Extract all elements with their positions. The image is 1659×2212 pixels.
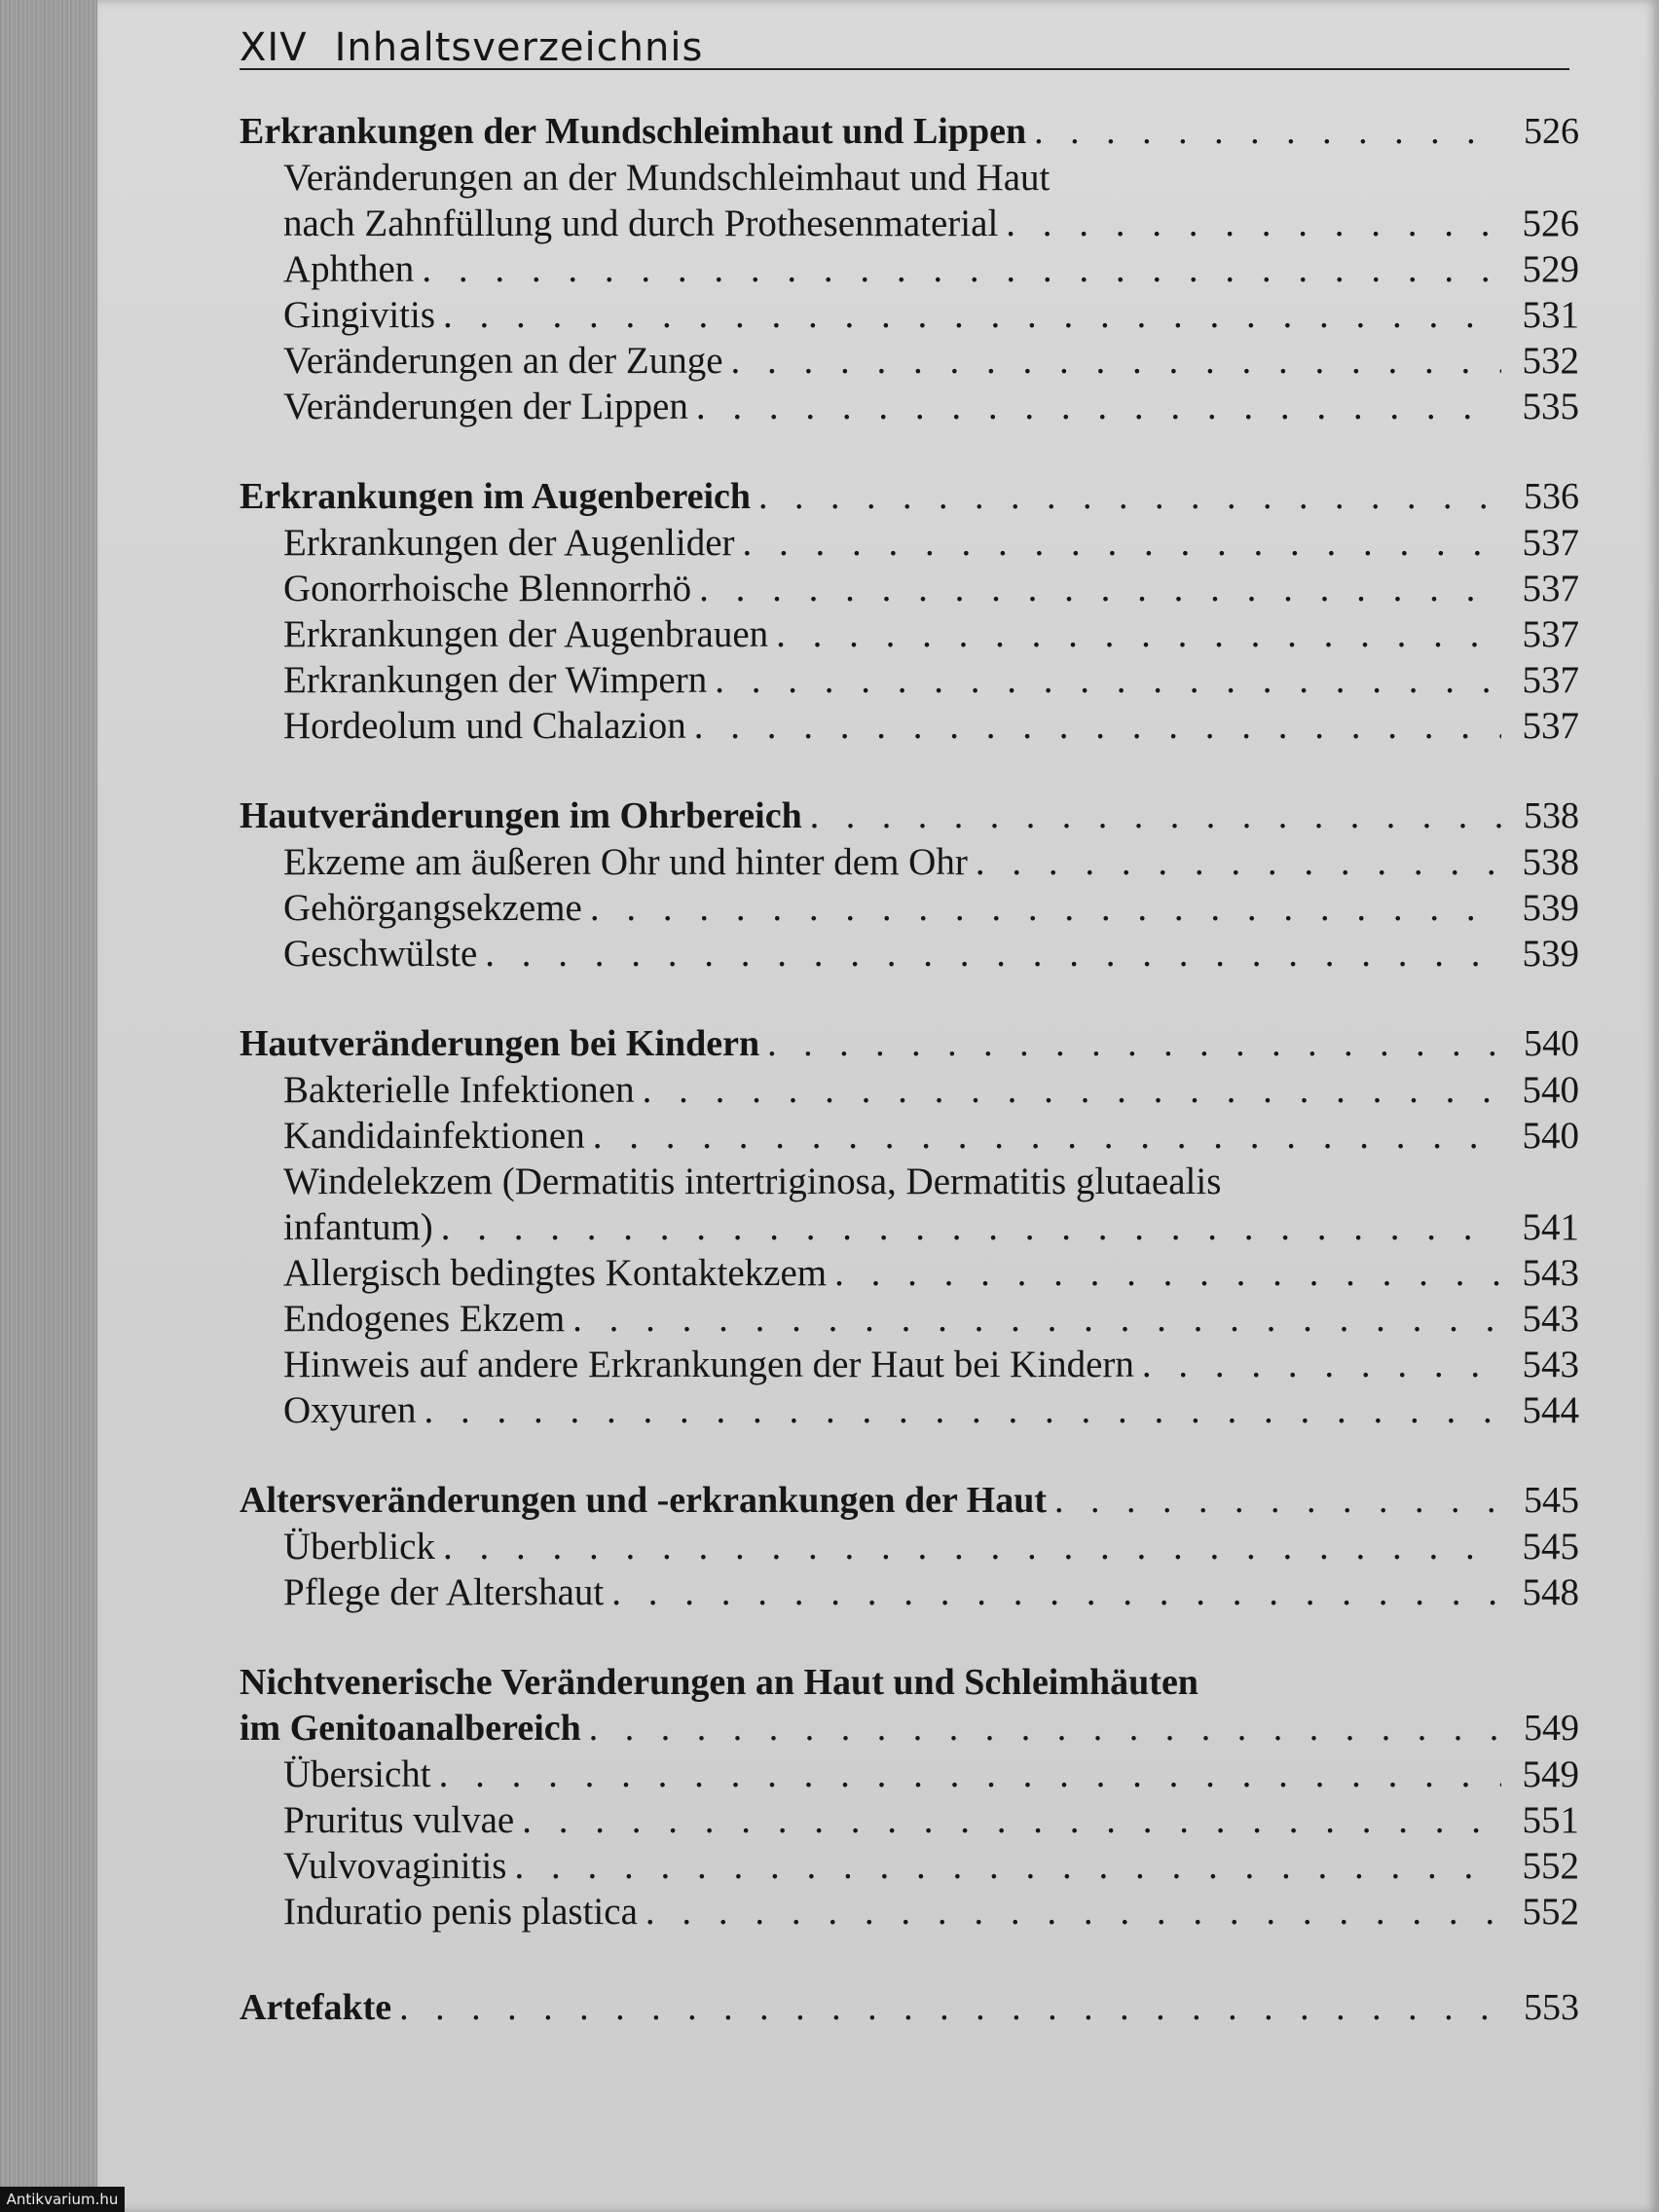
toc-item <box>240 1569 1579 1615</box>
section-page: 553 <box>1524 1987 1579 2028</box>
section-page: 538 <box>1524 795 1579 836</box>
section-title: Altersveränderungen und -erkrankungen der Haut <box>240 1480 1048 1521</box>
item-page: 535 <box>1522 386 1579 427</box>
dot-leader <box>767 1021 1501 1067</box>
toc-item-first-line: Windelekzem (Dermatitis intertriginosa, Dermatitis glutaealis <box>283 1161 1222 1202</box>
dot-leader <box>590 885 1501 931</box>
item-page: 539 <box>1522 887 1579 929</box>
dot-leader <box>611 1569 1501 1615</box>
section-title-first-line: Nichtvenerische Veränderungen an Haut und Schleimhäuten <box>240 1662 1198 1703</box>
item-title: Oxyuren <box>283 1389 417 1431</box>
section-page: 526 <box>1524 111 1579 152</box>
item-title: Vulvovaginitis <box>283 1845 507 1887</box>
item-title: Gingivitis <box>283 294 436 336</box>
dot-leader <box>422 246 1501 292</box>
toc-section <box>240 474 1579 520</box>
dot-leader <box>776 611 1501 657</box>
dot-leader <box>731 338 1501 384</box>
item-page: 551 <box>1522 1799 1579 1841</box>
toc-item <box>240 885 1579 931</box>
dot-leader <box>593 1113 1501 1159</box>
item-title: Veränderungen an der Zunge <box>283 340 723 382</box>
item-page: 540 <box>1522 1069 1579 1111</box>
item-page: 531 <box>1522 294 1579 336</box>
item-page: 552 <box>1522 1891 1579 1933</box>
toc-section <box>240 1478 1579 1524</box>
toc-item <box>240 611 1579 657</box>
toc-section <box>240 1706 1579 1751</box>
item-title: Geschwülste <box>283 933 478 975</box>
item-title: Übersicht <box>283 1753 431 1795</box>
item-page: 548 <box>1522 1571 1579 1613</box>
item-page: 543 <box>1522 1298 1579 1340</box>
item-page: 543 <box>1522 1252 1579 1294</box>
section-page: 545 <box>1524 1480 1579 1521</box>
toc-item <box>240 1751 1579 1797</box>
dot-leader <box>834 1250 1501 1296</box>
dot-leader <box>515 1843 1502 1889</box>
watermark-label: Antikvarium.hu <box>0 2187 125 2212</box>
toc-item-first-line: Veränderungen an der Mundschleimhaut und Haut <box>283 157 1051 199</box>
toc-item <box>240 1204 1579 1250</box>
item-title: Allergisch bedingtes Kontaktekzem <box>283 1252 828 1294</box>
section-title: Hautveränderungen im Ohrbereich <box>240 795 802 836</box>
item-page: 537 <box>1522 705 1579 747</box>
item-page: 529 <box>1522 248 1579 290</box>
item-title: Erkrankungen der Augenbrauen <box>283 613 769 655</box>
dot-leader <box>439 1751 1501 1797</box>
dot-leader <box>589 1706 1501 1751</box>
dot-leader <box>1034 109 1501 155</box>
header-page-number: XIV <box>240 25 308 70</box>
dot-leader <box>699 566 1501 611</box>
item-title: Endogenes Ekzem <box>283 1298 566 1340</box>
toc-item <box>240 703 1579 749</box>
header-rule <box>240 68 1569 70</box>
toc-item <box>240 1067 1579 1113</box>
item-title: Erkrankungen der Wimpern <box>283 659 708 701</box>
dot-leader <box>424 1387 1501 1433</box>
dot-leader <box>572 1296 1501 1342</box>
item-title: nach Zahnfüllung und durch Prothesenmaterial <box>283 203 999 244</box>
toc-item <box>240 338 1579 384</box>
dot-leader <box>694 703 1501 749</box>
toc-section <box>240 1021 1579 1067</box>
dot-leader <box>715 657 1501 703</box>
dot-leader <box>443 1524 1501 1569</box>
item-page: 537 <box>1522 568 1579 609</box>
item-page: 540 <box>1522 1115 1579 1157</box>
toc-item <box>240 1889 1579 1935</box>
item-title: Pflege der Altershaut <box>283 1571 605 1613</box>
section-page: 549 <box>1524 1708 1579 1749</box>
item-title: Gonorrhoische Blennorrhö <box>283 568 692 609</box>
toc-section <box>240 793 1579 839</box>
item-title: Hinweis auf andere Erkrankungen der Haut bei Kindern <box>283 1344 1134 1385</box>
toc-section <box>240 1985 1579 2031</box>
item-page: 532 <box>1522 340 1579 382</box>
toc-item <box>240 566 1579 611</box>
table-of-contents <box>240 109 1579 2031</box>
section-page: 540 <box>1524 1023 1579 1064</box>
toc-item <box>240 1250 1579 1296</box>
item-title: Überblick <box>283 1526 435 1567</box>
item-title: Erkrankungen der Augenlider <box>283 522 735 564</box>
toc-item <box>240 839 1579 885</box>
toc-item <box>240 657 1579 703</box>
item-title: infantum) <box>283 1206 433 1248</box>
dot-leader <box>1142 1342 1501 1387</box>
item-page: 539 <box>1522 933 1579 975</box>
dot-leader <box>643 1067 1501 1113</box>
section-title: Erkrankungen im Augenbereich <box>240 476 752 517</box>
toc-section <box>240 109 1579 155</box>
item-page: 552 <box>1522 1845 1579 1887</box>
item-page: 538 <box>1522 841 1579 883</box>
item-page: 537 <box>1522 659 1579 701</box>
item-title: Veränderungen der Lippen <box>283 386 688 427</box>
toc-item <box>240 1296 1579 1342</box>
section-title: im Genitoanalbereich <box>240 1708 581 1749</box>
section-title: Erkrankungen der Mundschleimhaut und Lippen <box>240 111 1027 152</box>
item-page: 537 <box>1522 613 1579 655</box>
toc-item <box>240 520 1579 566</box>
item-title: Pruritus vulvae <box>283 1799 515 1841</box>
toc-item <box>240 1524 1579 1569</box>
book-page-edges <box>0 0 109 2212</box>
section-page: 536 <box>1524 476 1579 517</box>
section-title: Artefakte <box>240 1987 392 2028</box>
header-title: Inhaltsverzeichnis <box>334 25 704 70</box>
dot-leader <box>399 1985 1501 2031</box>
item-page: 537 <box>1522 522 1579 564</box>
item-title: Bakterielle Infektionen <box>283 1069 635 1111</box>
toc-item <box>240 1797 1579 1843</box>
dot-leader <box>485 931 1501 977</box>
toc-item <box>240 1387 1579 1433</box>
item-title: Kandidainfektionen <box>283 1115 585 1157</box>
toc-item <box>240 384 1579 429</box>
running-header <box>240 25 1569 70</box>
toc-item <box>240 246 1579 292</box>
dot-leader <box>443 292 1501 338</box>
dot-leader <box>645 1889 1501 1935</box>
dot-leader <box>522 1797 1501 1843</box>
toc-item <box>240 292 1579 338</box>
toc-item <box>240 1113 1579 1159</box>
dot-leader <box>758 474 1501 520</box>
toc-item <box>240 201 1579 246</box>
item-title: Ekzeme am äußeren Ohr und hinter dem Ohr <box>283 841 968 883</box>
item-page: 543 <box>1522 1344 1579 1385</box>
dot-leader <box>696 384 1501 429</box>
item-title: Gehörgangsekzeme <box>283 887 582 929</box>
section-title: Hautveränderungen bei Kindern <box>240 1023 760 1064</box>
item-page: 549 <box>1522 1753 1579 1795</box>
item-page: 541 <box>1522 1206 1579 1248</box>
item-title: Aphthen <box>283 248 415 290</box>
item-title: Induratio penis plastica <box>283 1891 638 1933</box>
item-page: 526 <box>1522 203 1579 244</box>
item-page: 544 <box>1522 1389 1579 1431</box>
dot-leader <box>810 793 1501 839</box>
toc-item <box>240 1843 1579 1889</box>
dot-leader <box>743 520 1501 566</box>
dot-leader <box>441 1204 1501 1250</box>
toc-item <box>240 931 1579 977</box>
dot-leader <box>1006 201 1501 246</box>
toc-item <box>240 1342 1579 1387</box>
item-title: Hordeolum und Chalazion <box>283 705 686 747</box>
dot-leader <box>976 839 1501 885</box>
item-page: 545 <box>1522 1526 1579 1567</box>
dot-leader <box>1054 1478 1501 1524</box>
